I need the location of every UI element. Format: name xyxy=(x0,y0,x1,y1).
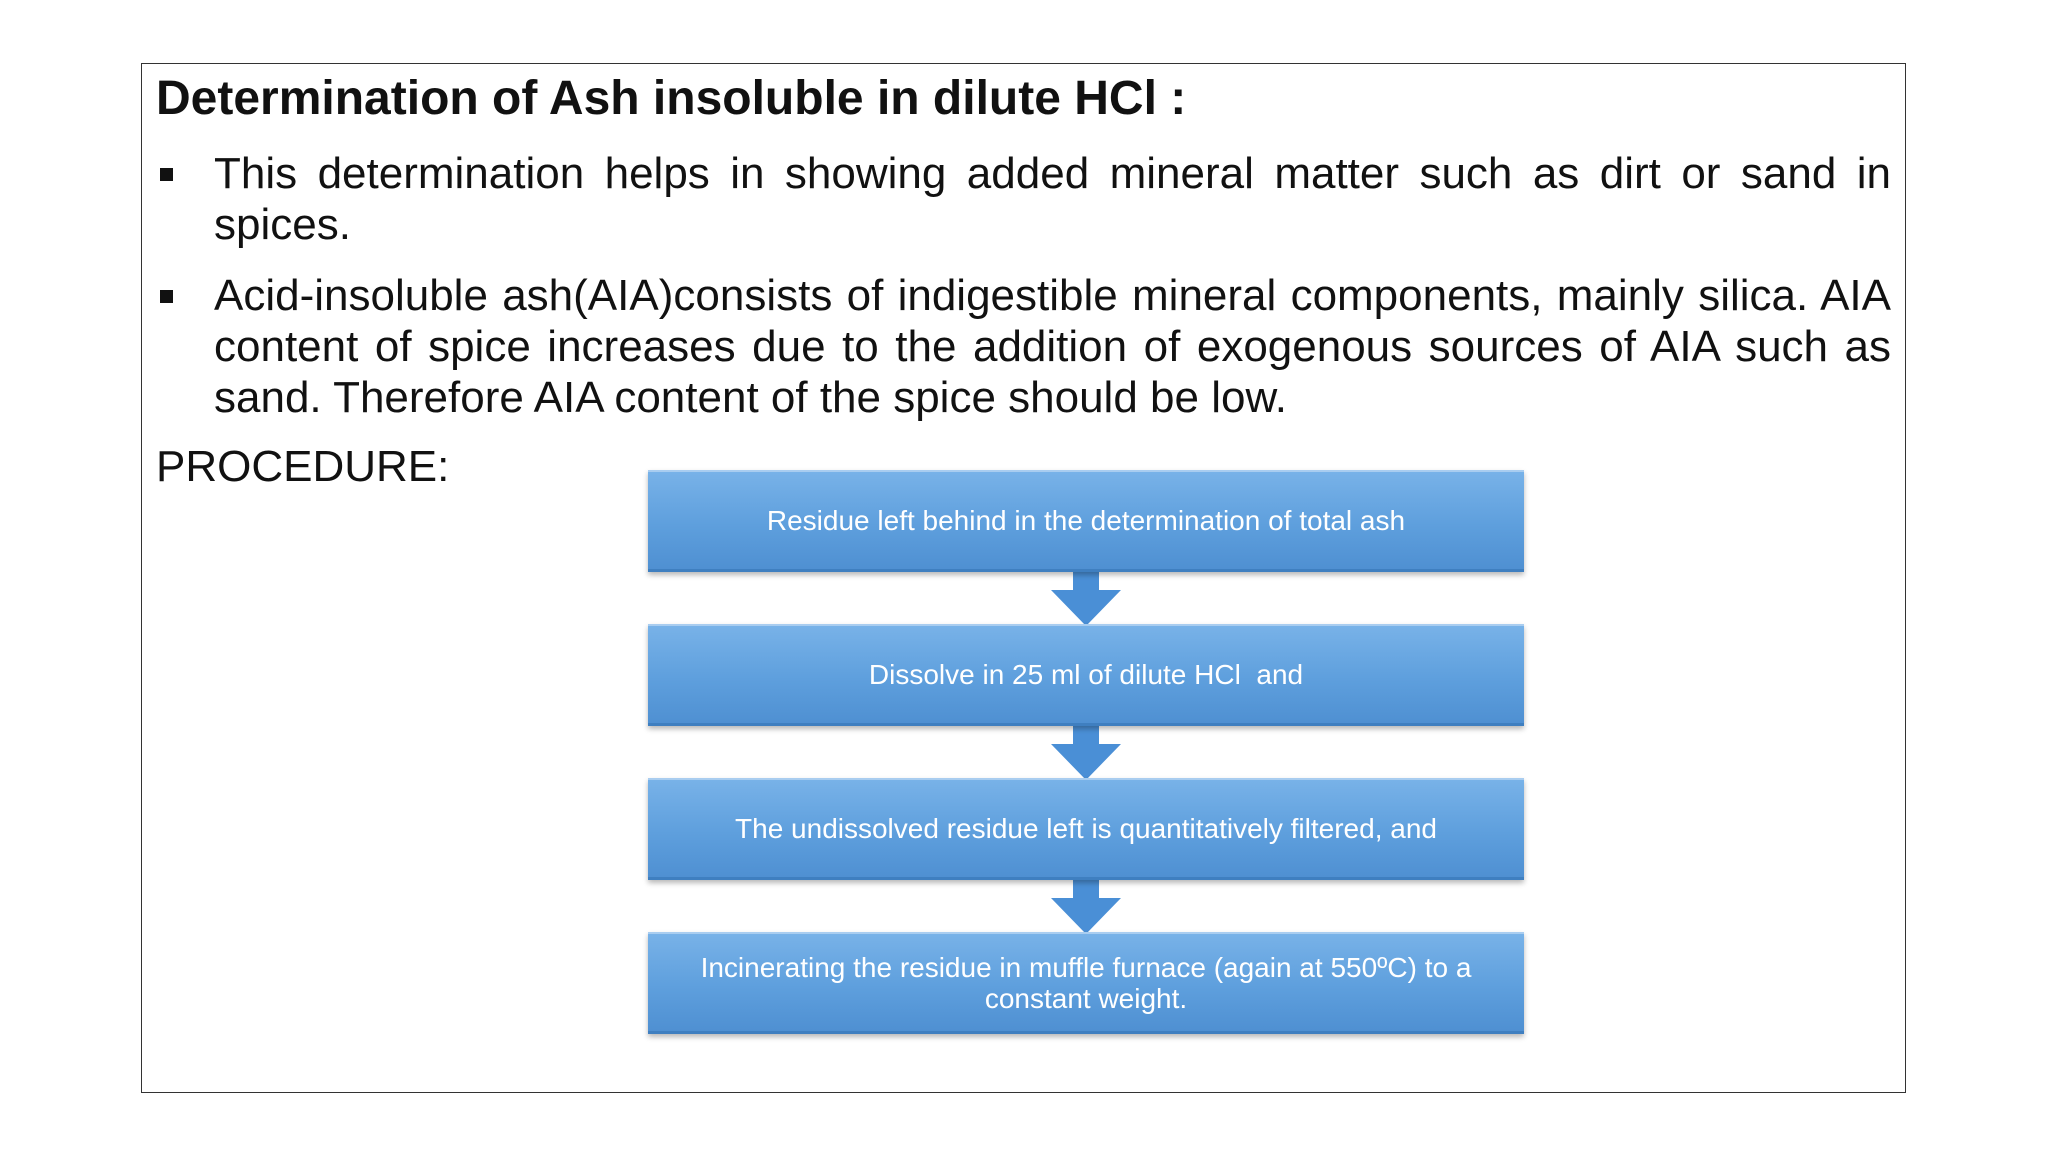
procedure-flowchart xyxy=(648,470,1524,1040)
flow-step-text: The undissolved residue left is quantitatively filtered, and xyxy=(735,813,1437,844)
procedure-label: PROCEDURE: xyxy=(156,442,450,491)
bullet-text: This determination helps in showing added mineral matter such as dirt or sand in spices. xyxy=(214,149,1891,249)
flow-step-text: Incinerating the residue in muffle furnace (again at 550ºC) to a constant weight. xyxy=(700,951,1480,1014)
bullet-text: Acid-insoluble ash(AIA)consists of indigestible mineral components, mainly silica. AIA content of spice increases due to the addition of exogenous sources of AIA such as sand. Therefore AIA content of the spice should be low. xyxy=(214,271,1891,422)
flow-step-3 xyxy=(648,778,1524,880)
square-bullet-icon xyxy=(160,168,173,181)
slide-title: Determination of Ash insoluble in dilute HCl : xyxy=(156,72,1187,125)
flow-step-text: Dissolve in 25 ml of dilute HCl and xyxy=(868,659,1304,690)
flow-step-1 xyxy=(648,470,1524,572)
flow-step-2 xyxy=(648,624,1524,726)
flow-step-4 xyxy=(648,932,1524,1034)
square-bullet-icon xyxy=(160,290,173,303)
flow-step-text: Residue left behind in the determination of total ash xyxy=(766,505,1406,536)
